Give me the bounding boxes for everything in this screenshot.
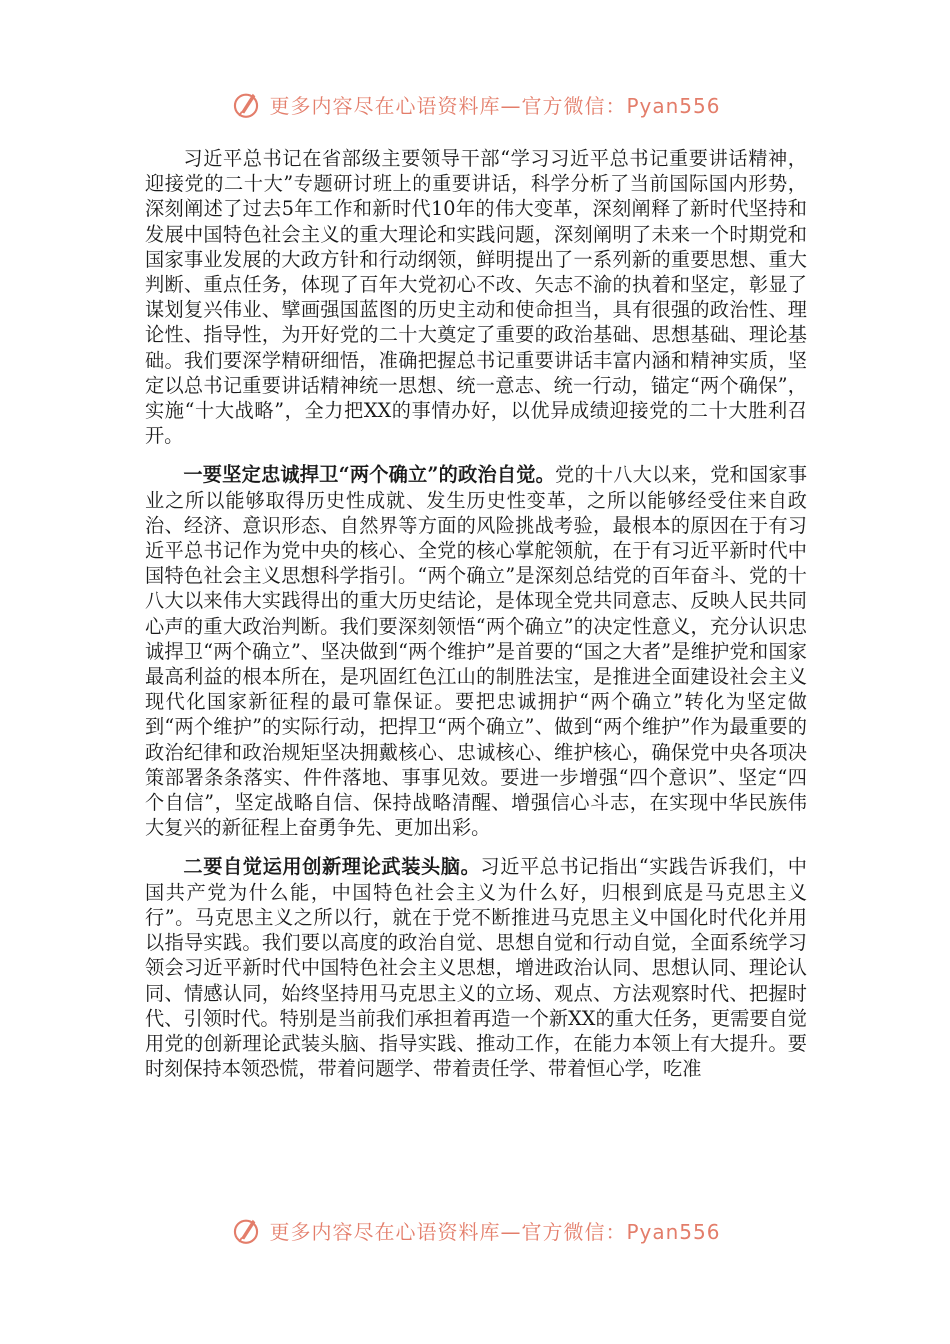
watermark-banner-top <box>0 84 950 124</box>
intro-paragraph <box>145 146 807 448</box>
paragraph-body: 党的十八大以来，党和国家事业之所以能够取得历史性成就、发生历史性变革，之所以能够经受住来自政治、经济、意识形态、自然界等方面的风险挑战考验，最根本的原因在于有习近平总书记作为党中央的核心、全党的核心掌舵领航，在于有习近平新时代中国特色社会主义思想科学指引。“两个确立”是深刻总结党的百年奋斗、党的十八大以来伟大实践得出的重大历史结论，是体现全党共同意志、反映人民共同心声的重大政治判断。我们要深刻领悟“两个确立”的决定性意义，充分认识忠诚捍卫“两个确立”、坚决做到“两个维护”是首要的“国之大者”是维护党和国家最高利益的根本所在，是巩固红色江山的制胜法宝，是推进全面建设社会主义现代化国家新征程的最可靠保证。要把忠诚拥护“两个确立”转化为坚定做到“两个维护”的实际行动，把捍卫“两个确立”、做到“两个维护”作为最重要的政治纪律和政治规矩坚决拥戴核心、忠诚核心、维护核心，确保党中央各项决策部署条条落实、件件落地、事事见效。要进一步增强“四个意识”、坚定“四个自信”，坚定战略自信、保持战略清醒、增强信心斗志，在实现中华民族伟大复兴的新征程上奋勇争先、更加出彩。 <box>145 463 808 840</box>
watermark-text: 更多内容尽在心语资料库—官方微信：Pyan556 <box>269 1219 721 1244</box>
paragraph-body: 习近平总书记在省部级主要领导干部“学习习近平总书记重要讲话精神，迎接党的二十大”专题研讨班上的重要讲话，科学分析了当前国际国内形势，深刻阐述了过去5年工作和新时代10年的伟大变革，深刻阐释了新时代坚持和发展中国特色社会主义的重大理论和实践问题，深刻阐明了未来一个时期党和国家事业发展的大政方针和行动纲领，鲜明提出了一系列新的重要思想、重大判断、重点任务，体现了百年大党初心不改、矢志不渝的执着和坚定，彰显了谋划复兴伟业、擘画强国蓝图的历史主动和使命担当，具有很强的政治性、理论性、指导性，为开好党的二十大奠定了重要的政治基础、思想基础、理论基础。我们要深学精研细悟，准确把握总书记重要讲话丰富内涵和精神实质，坚定以总书记重要讲话精神统一思想、统一意志、统一行动，锚定“两个确保”，实施“十大战略”，全力把XX的事情办好，以优异成绩迎接党的二十大胜利召开。 <box>145 147 807 448</box>
point-one-paragraph <box>145 462 807 840</box>
paragraph-lead: 二要自觉运用创新理论武装头脑。 <box>183 855 481 879</box>
watermark-text: 更多内容尽在心语资料库—官方微信：Pyan556 <box>269 93 721 118</box>
paragraph-body: 习近平总书记指出“实践告诉我们，中国共产党为什么能，中国特色社会主义为什么好，归根到底是马克思主义行”。马克思主义之所以行，就在于党不断推进马克思主义中国化时代化并用以指导实践。我们要以高度的政治自觉、思想自觉和行动自觉，全面系统学习领会习近平新时代中国特色社会主义思想，增进政治认同、思想认同、理论认同、情感认同，始终坚持用马克思主义的立场、观点、方法观察时代、把握时代、引领时代。特别是当前我们承担着再造一个新XX的重大任务，更需要自觉用党的创新理论武装头脑、指导实践、推动工作，在能力本领上有大提升。要时刻保持本领恐慌，带着问题学、带着责任学、带着恒心学，吃准 <box>145 855 807 1081</box>
pen-nib-icon <box>229 1213 263 1247</box>
document-body <box>145 146 807 1095</box>
paragraph-lead: 一要坚定忠诚捍卫“两个确立”的政治自觉。 <box>183 463 556 487</box>
watermark-banner-bottom <box>0 1210 950 1250</box>
pen-nib-icon <box>229 87 263 121</box>
point-two-paragraph <box>145 854 807 1081</box>
